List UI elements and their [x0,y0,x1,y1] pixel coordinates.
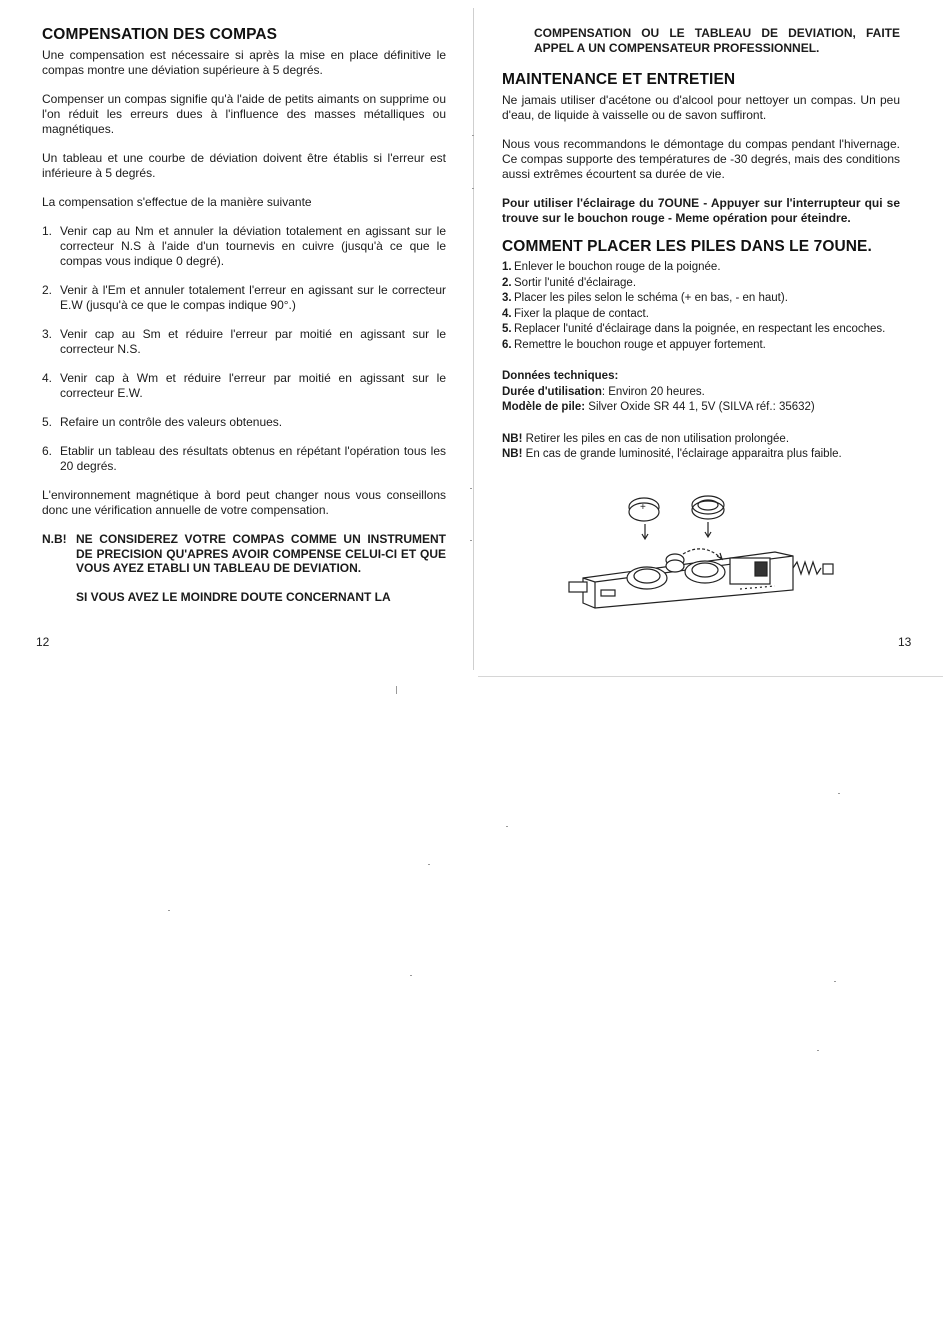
paragraph-cleaning: Ne jamais utiliser d'acétone ou d'alcool pour nettoyer un compas. Un peu d'eau, de liquide à vaisselle ou de savon suffiront. [502,93,900,122]
notes [502,432,900,463]
heading-compensation: COMPENSATION DES COMPAS [42,26,278,43]
list-item: 5. Replacer l'unité d'éclairage dans la poignée, en respectant les encoches. [502,323,886,335]
list-item: 6. Etablir un tableau des résultats obtenus en répétant l'opération tous les 20 degrés. [42,444,446,473]
page-right [502,26,900,463]
continuation-text: COMPENSATION OU LE TABLEAU DE DEVIATION, FAITE APPEL A UN COMPENSATEUR PROFESSIONNEL. [534,26,900,55]
list-item: 3. Venir cap au Sm et réduire l'erreur par moitié en agissant sur le correcteur N.S. [42,327,446,356]
list-item: 1. Venir cap au Nm et annuler la déviation totalement en agissant sur le correcteur N.S à l'aide d'un tournevis en cuivre (jusqu'à ce que le compas vous indique 0 degré). [42,224,446,268]
heading-batteries: COMMENT PLACER LES PILES DANS LE 7OUNE. [502,238,872,255]
list-item: 3. Placer les piles selon le schéma (+ en bas, - en haut). [502,292,788,304]
model-value: Silver Oxide SR 44 1, 5V (SILVA réf.: 35632) [585,401,815,413]
technical-data [502,369,900,416]
nb-label: N.B! [42,532,67,546]
battery-placement-diagram-icon [565,490,835,615]
list-item: 5. Refaire un contrôle des valeurs obtenues. [42,415,283,429]
list-item: 6. Remettre le bouchon rouge et appuyer fortement. [502,338,766,351]
paragraph-deviation-table: Un tableau et une courbe de déviation doivent être établis si l'erreur est inférieure à 5 degrés. [42,151,446,180]
heading-maintenance: MAINTENANCE ET ENTRETIEN [502,71,736,88]
duration-label: Durée d'utilisation [502,385,602,398]
paragraph-intro: Une compensation est nécessaire si après la mise en place définitive le compas montre une déviation supérieure à 5 degrés. [42,48,446,77]
nb-label: NB! [502,432,523,445]
model-label: Modèle de pile: [502,401,586,413]
paragraph-wintering: Nous vous recommandons le démontage du compas pendant l'hivernage. Ce compas supporte des températures de -30 degrés, mais des conditions aussi extrêmes écourtent sa durée de vie. [502,137,900,181]
nb-note: En cas de grande luminosité, l'éclairage apparaitra plus faible. [522,448,842,460]
nb-continuation: SI VOUS AVEZ LE MOINDRE DOUTE CONCERNANT LA [76,589,391,604]
paragraph-definition: Compenser un compas signifie qu'à l'aide de petits aimants on supprime ou l'on réduit les erreurs dues à l'influence des masses métalliques ou magnétiques. [42,92,446,136]
list-item: 4. Fixer la plaque de contact. [502,307,649,320]
battery-steps [502,260,900,353]
compensation-steps [42,224,446,474]
battery-plus-label: + [640,502,646,513]
page-number-right: 13 [898,635,912,649]
nb-label: NB! [502,448,523,460]
list-item: 2. Sortir l'unité d'éclairage. [502,276,637,289]
list-item: 2. Venir à l'Em et annuler totalement l'erreur en agissant sur le correcteur E.W (jusqu'à ce que le compas indique 90°.) [42,283,446,312]
nb-warning [42,532,446,576]
page-bottom-edge [478,676,943,677]
paragraph-environment: L'environnement magnétique à bord peut changer nous vous conseillons donc une vérification annuelle de votre compensation. [42,488,446,517]
paragraph-procedure-intro: La compensation s'effectue de la manière suivante [42,195,312,209]
nb-text: NE CONSIDEREZ VOTRE COMPAS COMME UN INSTRUMENT DE PRECISION QU'APRES AVOIR COMPENSE CELUI-CI ET QUE VOUS AYEZ ETABLI UN TABLEAU DE DEVIATION. [76,532,446,575]
duration-value: : Environ 20 heures. [601,385,705,398]
nb-note: Retirer les piles en cas de non utilisation prolongée. [522,432,790,445]
list-item: 1. Enlever le bouchon rouge de la poignée. [502,261,721,273]
page-fold [473,8,474,670]
paragraph-lighting: Pour utiliser l'éclairage du 7OUNE - Appuyer sur l'interrupteur qui se trouve sur le bouchon rouge - Meme opération pour éteindre. [502,196,900,225]
list-item: 4. Venir cap à Wm et réduire l'erreur par moitié en agissant sur le correcteur E.W. [42,371,446,400]
technical-data-title: Données techniques: [502,370,619,382]
page-number-left: 12 [36,635,50,649]
page-left [42,26,446,604]
